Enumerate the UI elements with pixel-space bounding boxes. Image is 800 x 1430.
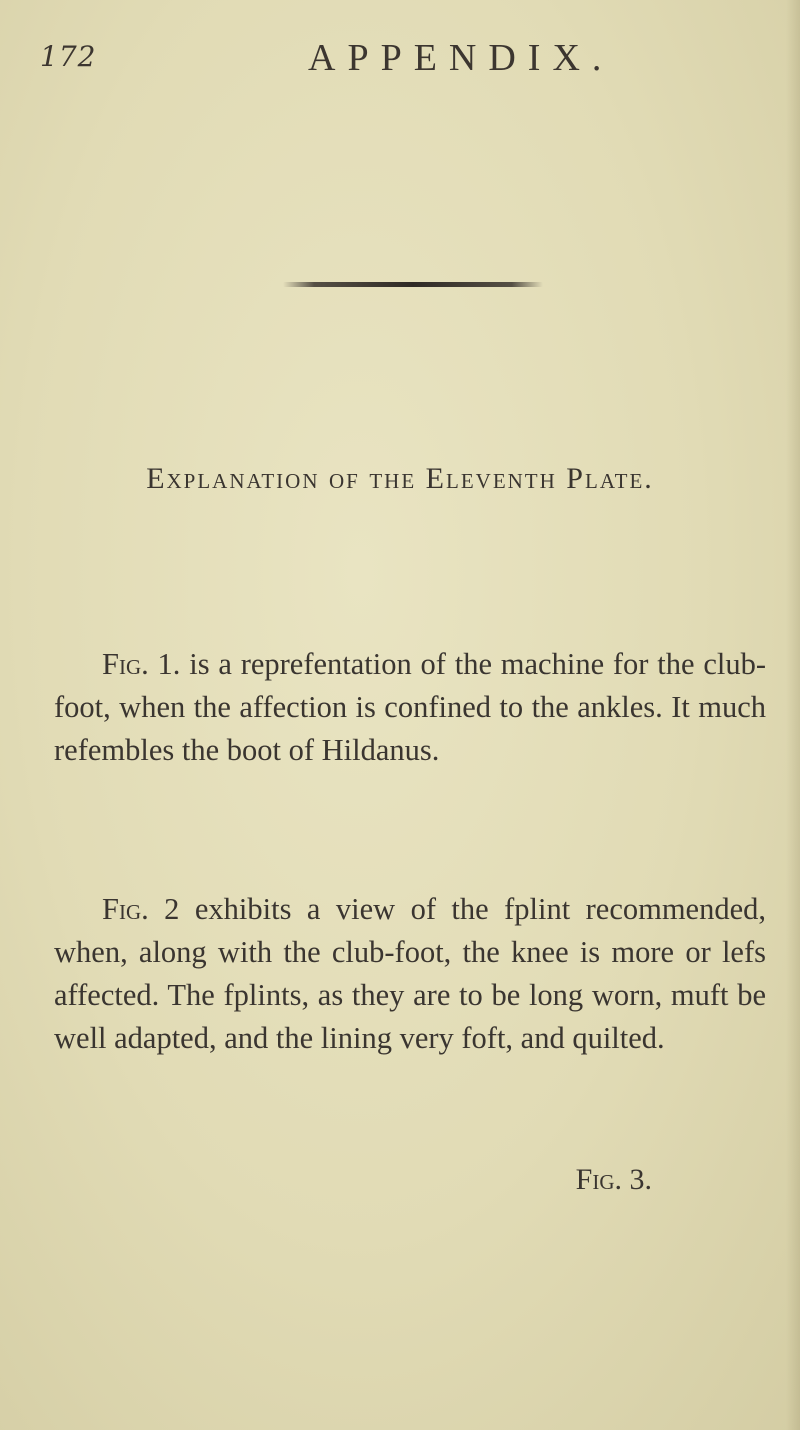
paragraph-fig-2 [54, 888, 766, 1060]
page-edge-shadow [786, 0, 800, 1430]
figure-reference-2: Fig. 2 [102, 891, 180, 926]
catchword: Fig. 3. [575, 1163, 652, 1196]
page-number: 172 [40, 40, 97, 73]
section-title: Explanation of the Eleventh Plate. [146, 462, 654, 495]
running-head: APPENDIX. [308, 37, 614, 79]
paragraph-fig-1 [54, 643, 766, 772]
figure-reference-1: Fig. 1. [102, 646, 181, 681]
ornamental-rule [283, 282, 543, 287]
paragraph-text-2: exhibits a view of the fplint recommended, when, along with the club-foot, the knee is more or lefs affected. The fplints, as they are to be long worn, muft be well adapted, and the lining very foft, and quilted. [54, 891, 767, 1055]
paragraph-text-1: is a reprefentation of the machine for the club-foot, when the affection is confined to the ankles. It much refembles the boot of Hildanus. [54, 646, 766, 767]
